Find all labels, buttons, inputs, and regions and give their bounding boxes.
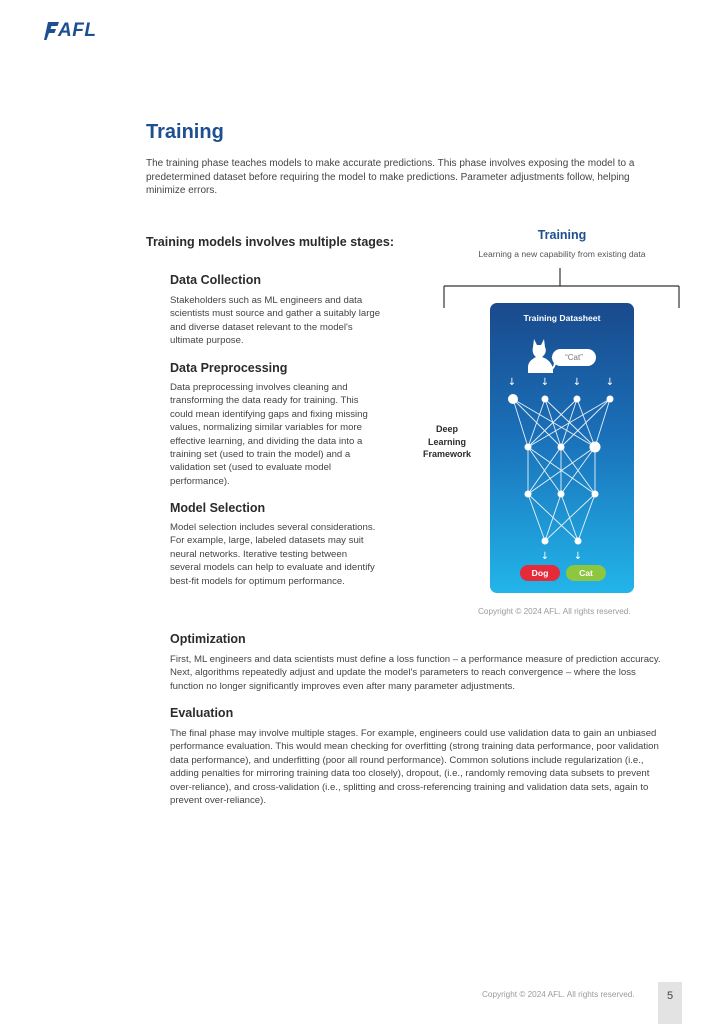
neural-network-diagram	[490, 373, 634, 568]
optimization-heading: Optimization	[170, 632, 246, 646]
svg-text:↓: ↓	[573, 551, 583, 562]
framework-label-line-3: Framework	[422, 449, 472, 459]
data-preprocessing-heading: Data Preprocessing	[170, 361, 288, 375]
output-dog-badge: Dog	[520, 565, 560, 581]
data-collection-text: Stakeholders such as ML engineers and data scientists must source and gather a suitably large and diverse dataset relevant to the model's ultimate purpose.	[170, 295, 381, 347]
stages-heading: Training models involves multiple stages:	[146, 235, 394, 249]
svg-text:↓: ↓	[605, 377, 615, 388]
model-selection-text: Model selection includes several considerations. For example, large, labeled datasets may suit neural networks. Iterative testing between several models can help to evaluate and identify best-fit models for optimum performance.	[170, 522, 376, 587]
afl-logo-text: AFL	[58, 20, 97, 41]
page-number: 5	[666, 990, 674, 1002]
panel-title: Training Datasheet	[523, 313, 601, 323]
figure-title: Training	[537, 228, 587, 242]
data-preprocessing-text: Data preprocessing involves cleaning and transforming the data ready for training. This could mean identifying gaps and fixing missing values, normalizing similar variables for more effective learning, and dividing the data into a training set (used to train the model) and a validation set (used to evaluate model performance).	[170, 382, 368, 487]
deep-learning-framework-label	[412, 423, 482, 461]
cat-label-bubble: “Cat”	[552, 349, 596, 366]
svg-text:↓: ↓	[540, 377, 550, 388]
output-cat-badge: Cat	[566, 565, 606, 581]
framework-label-line-1: Deep	[435, 424, 458, 434]
optimization-text: First, ML engineers and data scientists must define a loss function – a performance measure of prediction accuracy. Next, algorithms repeatedly adjust and update the model's parameters to reach convergence – where the loss function no longer significantly improves even after many parameter adjustments.	[170, 654, 661, 692]
evaluation-text: The final phase may involve multiple stages. For example, engineers could use validation data to gain an unbiased performance evaluation. This would mean checking for overfitting (strong training data performance, poor validation data performance), and underfitting (poor all round performance). Common solutions include regularization (i.e., adding penalties for mirroring training data too closely), dropout, (i.e., randomly removing data subsets to prevent over-reliance), and cross-validation (i.e., splitting and cross-referencing training and validation data sets, again to prevent over-reliance).	[170, 728, 659, 807]
footer-copyright: Copyright © 2024 AFL. All rights reserved.	[482, 990, 635, 999]
model-selection-heading: Model Selection	[170, 501, 266, 515]
figure-subtitle: Learning a new capability from existing data	[478, 249, 646, 259]
page-title: Training	[146, 121, 224, 143]
figure-copyright: Copyright © 2024 AFL. All rights reserved.	[478, 607, 631, 616]
evaluation-heading: Evaluation	[170, 706, 234, 720]
svg-text:↓: ↓	[540, 551, 550, 562]
afl-logo-mark-icon	[44, 22, 59, 40]
intro-paragraph: The training phase teaches models to make accurate predictions. This phase involves exposing the model to a predetermined dataset before requiring the model to make predictions. Parameter adjustments follow, helping minimize errors.	[146, 158, 635, 196]
training-datasheet-panel	[490, 303, 634, 593]
page-number-box	[658, 982, 682, 1024]
data-collection-heading: Data Collection	[170, 273, 261, 287]
svg-text:↓: ↓	[507, 377, 517, 388]
afl-logo	[44, 20, 106, 42]
framework-label-line-2: Learning	[427, 436, 466, 447]
svg-text:↓: ↓	[572, 377, 582, 388]
